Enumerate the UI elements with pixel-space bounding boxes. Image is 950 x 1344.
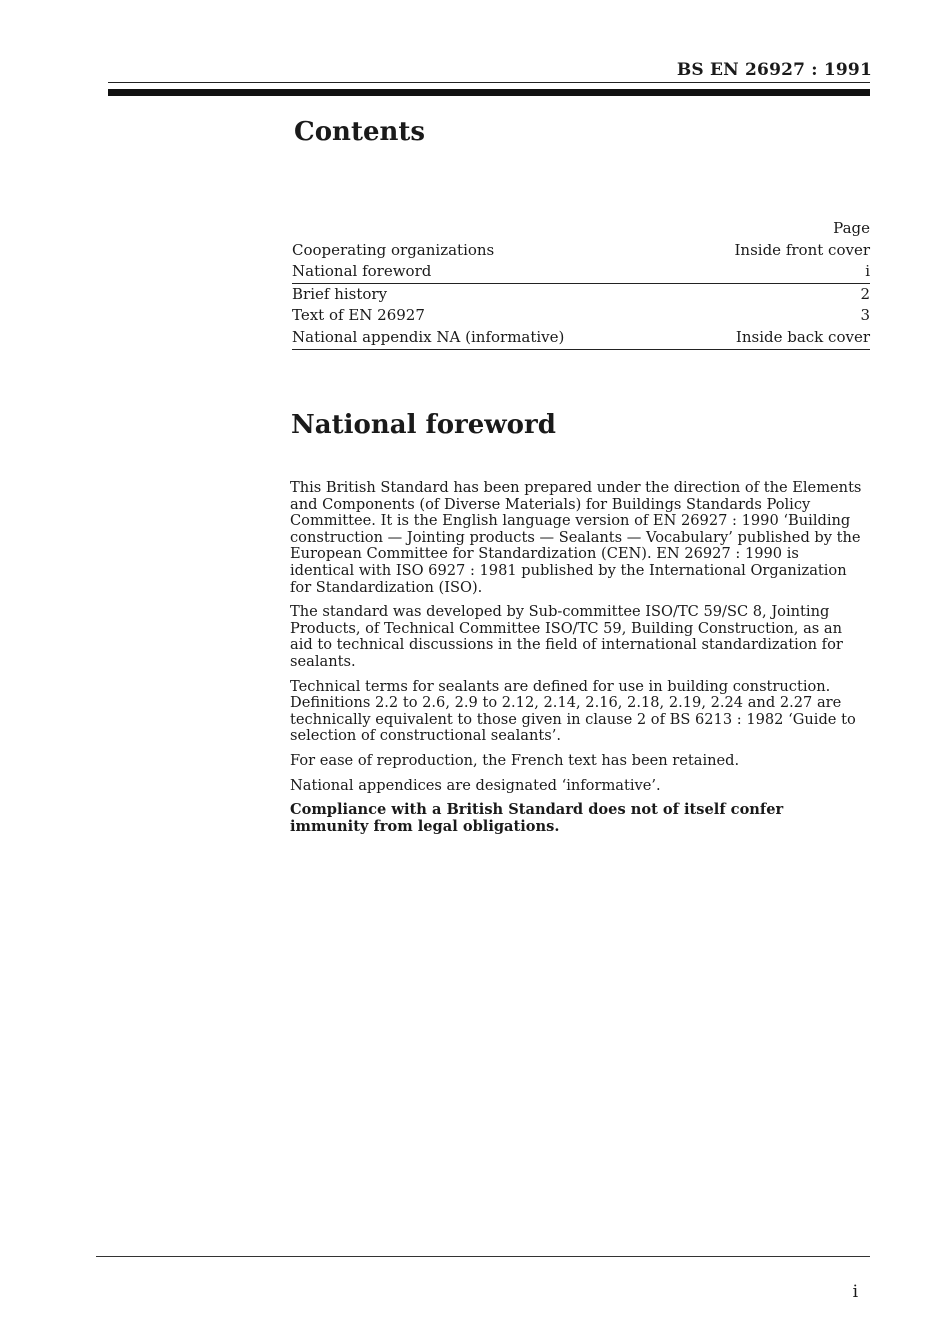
toc-entry-label: Cooperating organizations	[292, 240, 495, 259]
toc-row[interactable]	[292, 305, 870, 327]
toc-entry-page: Inside back cover	[735, 327, 870, 346]
foreword-paragraph: Technical terms for sealants are defined for use in building construction. Definitions 2.2 to 2.6, 2.9 to 2.12, 2.14, 2.16, 2.18, 2.19, 2.24 and 2.27 are technically equivalent to those given in clause 2 of BS 6213 : 1982 ‘Guide to selection of constructional sealants’.	[290, 677, 856, 745]
footer-rule	[96, 1256, 870, 1257]
toc-entry-label: National foreword	[292, 262, 432, 281]
toc-entry-page: 3	[860, 306, 870, 325]
toc-entry-label: National appendix NA (informative)	[292, 327, 565, 346]
toc-entry-page: 2	[860, 284, 870, 303]
toc-entry-label: Text of EN 26927	[292, 306, 425, 325]
toc-row[interactable]	[292, 327, 870, 350]
contents-title: Contents	[294, 117, 426, 147]
foreword-paragraph: This British Standard has been prepared under the direction of the Elements and Components (of Diverse Materials) for Buildings Standards Policy Committee. It is the English language version of EN 26927 : 1990 ‘Building construction — Jointing products — Sealants — Vocabulary’ published by the European Committee for Standardization (CEN). EN 26927 : 1990 is identical with ISO 6927 : 1981 published by the International Organization for Standardization (ISO).	[290, 479, 862, 596]
page-number: i	[852, 1282, 858, 1302]
toc-row[interactable]	[292, 261, 870, 284]
toc-header-row	[292, 218, 870, 240]
toc-entry-page: Inside front cover	[734, 240, 870, 259]
toc-row[interactable]	[292, 284, 870, 306]
contents-table	[292, 218, 870, 350]
doc-number: BS EN 26927 : 1991	[676, 60, 872, 80]
foreword-title: National foreword	[291, 410, 556, 440]
toc-entry-page: i	[865, 262, 870, 281]
toc-page-column-label: Page	[833, 219, 870, 237]
foreword-paragraph: National appendices are designated ‘informative’.	[290, 776, 661, 794]
header-thin-rule	[108, 82, 870, 83]
foreword-body	[290, 480, 862, 843]
toc-row[interactable]	[292, 240, 870, 262]
compliance-note: Compliance with a British Standard does not of itself confer immunity from legal obligations.	[290, 801, 784, 835]
toc-entry-label: Brief history	[292, 284, 388, 303]
foreword-paragraph: For ease of reproduction, the French text has been retained.	[290, 751, 740, 769]
foreword-paragraph: The standard was developed by Sub-committee ISO/TC 59/SC 8, Jointing Products, of Technical Committee ISO/TC 59, Building Construction, as an aid to technical discussions in the field of international standardization for sealants.	[290, 603, 843, 670]
header-thick-rule	[108, 89, 870, 96]
